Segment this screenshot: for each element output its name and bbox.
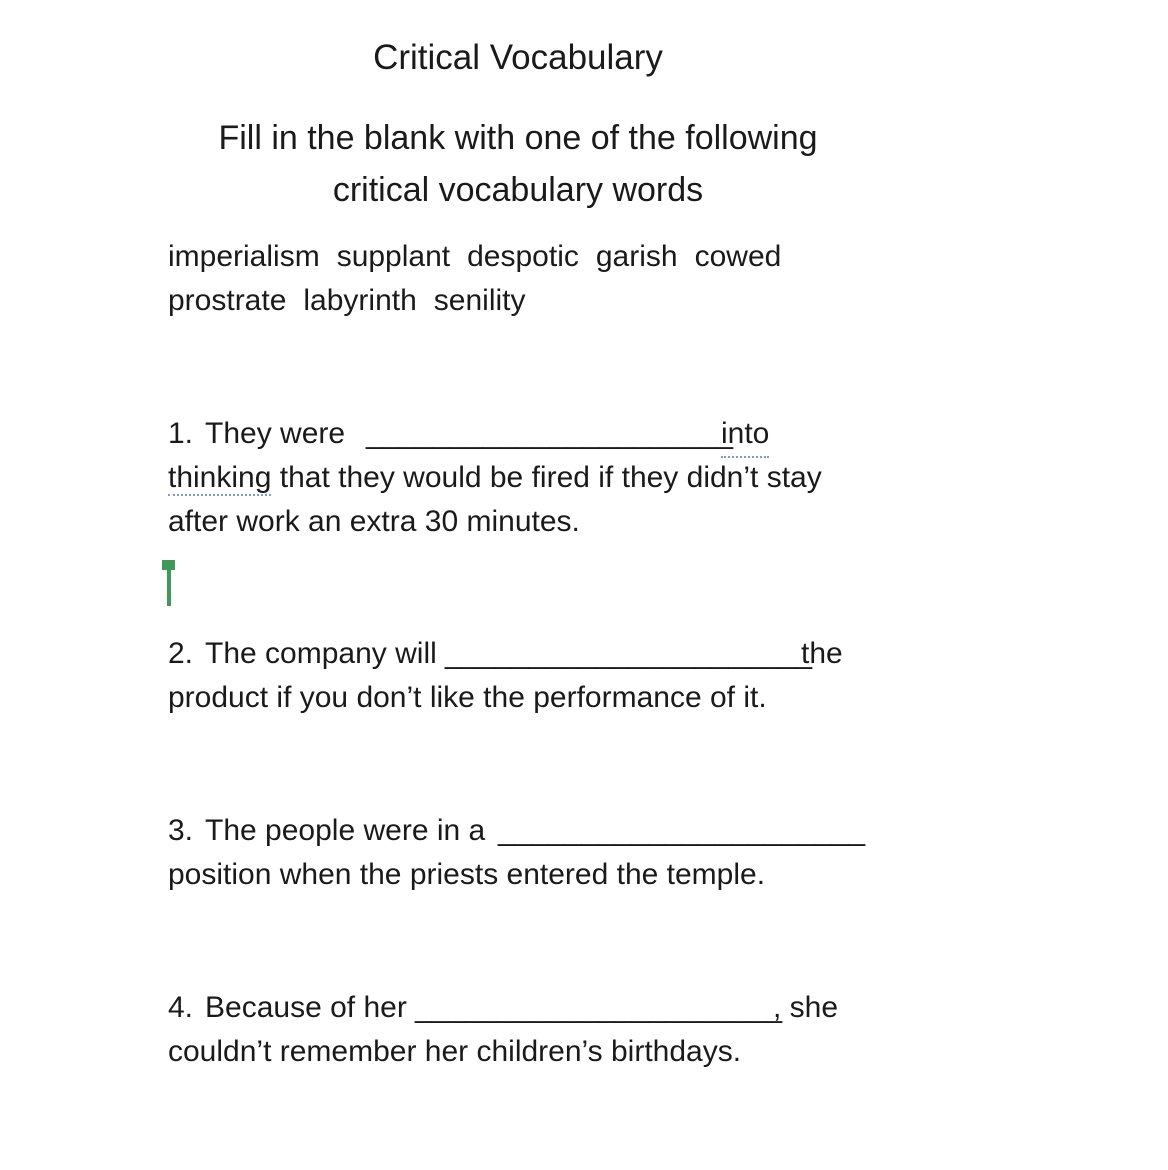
question-text: thinking — [168, 461, 272, 494]
word-bank-line-1 — [168, 235, 868, 279]
question-4-line-1 — [168, 986, 839, 1030]
word-bank-item: imperialism — [168, 240, 320, 273]
question-number: 4. — [168, 991, 194, 1024]
question-text: The people were in a — [205, 814, 486, 847]
question-3-line-2: position when the priests entered the temple. — [168, 858, 766, 891]
question-text: that they would be fired if they didn’t stay — [271, 461, 822, 494]
word-bank-item: prostrate — [168, 284, 287, 317]
answer-blank[interactable]: ______________________ — [445, 637, 813, 670]
word-bank-item: supplant — [336, 240, 451, 273]
question-2 — [168, 632, 843, 720]
question-3-line-1 — [168, 809, 866, 853]
word-bank-line-2 — [168, 279, 868, 323]
answer-blank[interactable]: ______________________ — [498, 814, 866, 847]
question-4 — [168, 986, 839, 1074]
question-2-line-2: product if you don’t like the performance of it. — [168, 681, 767, 714]
word-bank — [168, 235, 868, 323]
instructions-line-1: Fill in the blank with one of the following — [218, 119, 818, 157]
question-1-line-1 — [168, 412, 822, 456]
question-2-line-1 — [168, 632, 843, 676]
question-text: , she — [773, 991, 839, 1024]
question-text: The company will — [205, 637, 437, 670]
word-bank-item: garish — [595, 240, 678, 273]
instructions-line-2: critical vocabulary words — [332, 171, 704, 209]
answer-blank[interactable]: ______________________ — [415, 991, 783, 1024]
question-text: into — [721, 412, 769, 458]
question-1-line-3: after work an extra 30 minutes. — [168, 505, 580, 538]
answer-blank[interactable]: ______________________ — [366, 417, 734, 450]
question-number: 1. — [168, 417, 194, 450]
word-bank-item: despotic — [467, 240, 579, 273]
word-bank-item: senility — [433, 284, 526, 317]
instructions — [0, 112, 1036, 216]
question-number: 2. — [168, 637, 194, 670]
text-cursor-icon — [162, 560, 176, 606]
question-4-line-2: couldn’t remember her children’s birthdays. — [168, 1035, 742, 1068]
question-1-line-2 — [168, 456, 822, 500]
question-text: the — [801, 637, 843, 670]
page-title: Critical Vocabulary — [373, 38, 663, 77]
question-text: They were — [205, 417, 346, 450]
word-bank-item: cowed — [694, 240, 782, 273]
question-number: 3. — [168, 814, 194, 847]
question-3 — [168, 809, 866, 897]
word-bank-item: labyrinth — [303, 284, 417, 317]
question-1 — [168, 412, 822, 544]
question-text: Because of her — [205, 991, 407, 1024]
